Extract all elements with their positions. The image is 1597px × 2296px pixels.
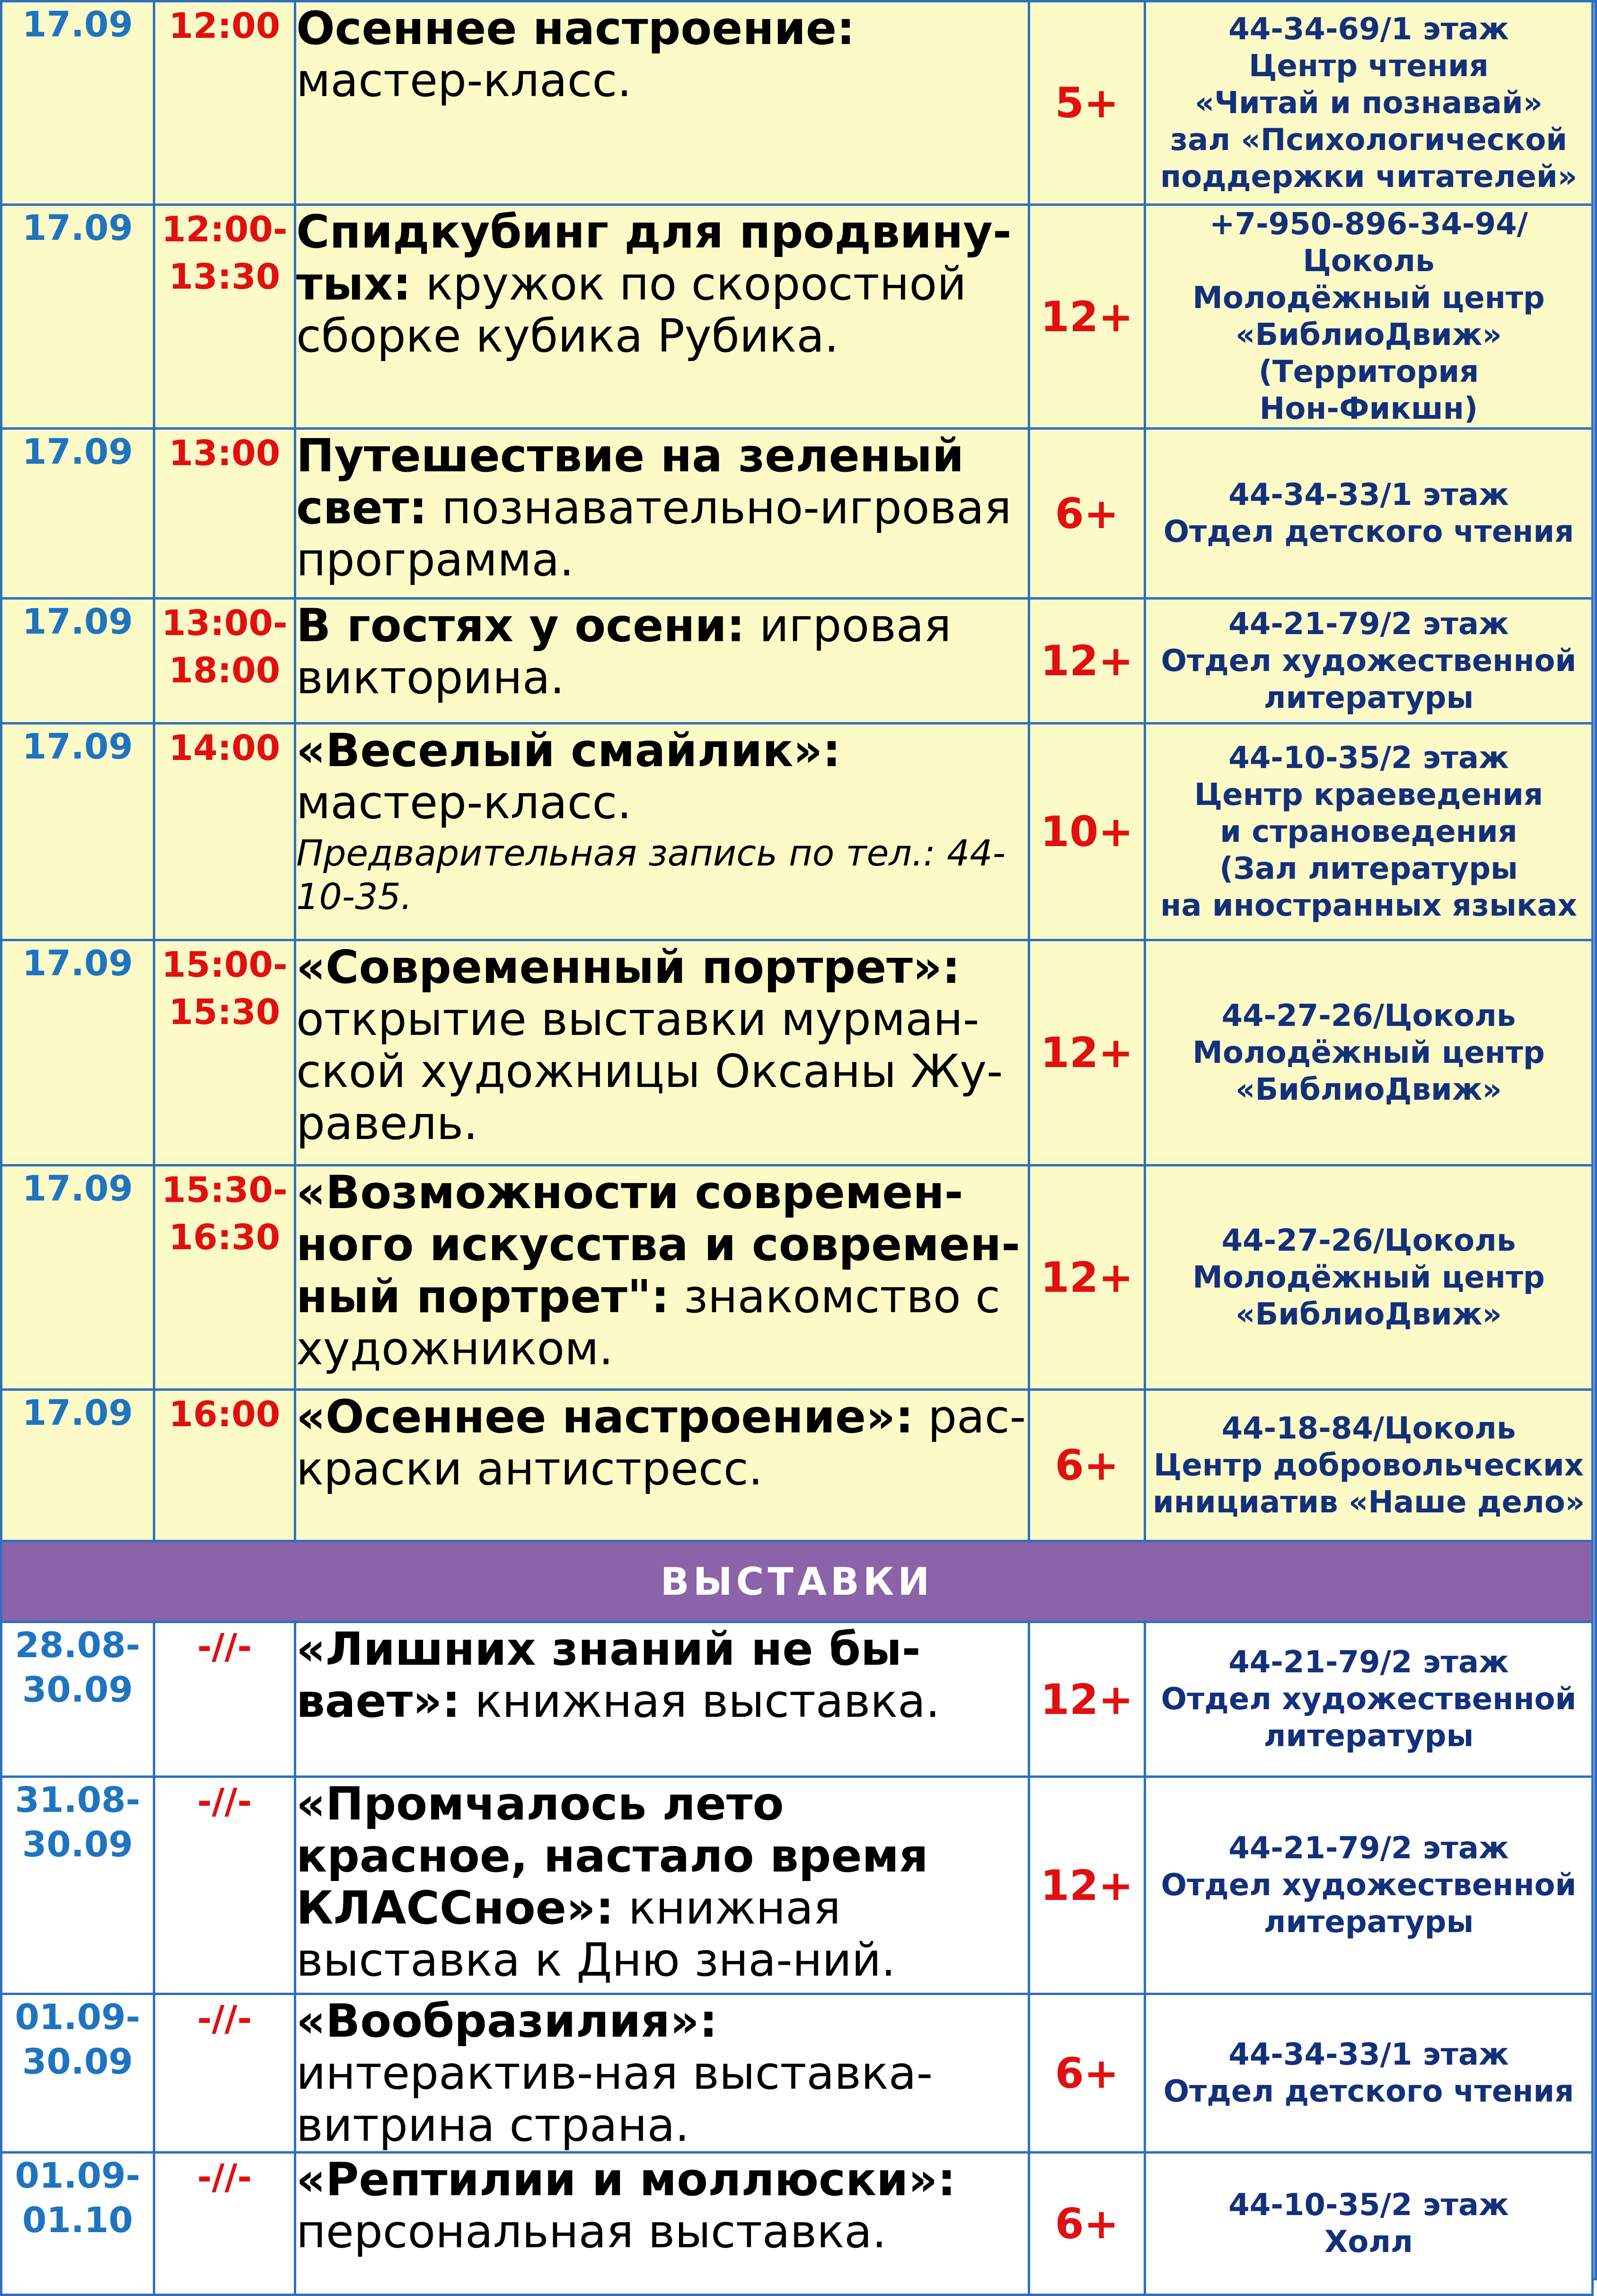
event-age: 12+ (1029, 205, 1145, 429)
event-place: 44-27-26/Цоколь Молодёжный центр «БиблиоДвиж» (1145, 940, 1593, 1166)
event-date: 17.09 (1, 1, 154, 205)
event-age: 10+ (1029, 724, 1145, 940)
exhibition-title-bold: «Лишних знаний не бы-вает»: (296, 1623, 921, 1728)
exhibitions-body (1, 1622, 1593, 2295)
event-title (295, 1390, 1029, 1541)
exhibition-age: 12+ (1029, 1777, 1145, 1994)
event-title (295, 940, 1029, 1166)
exhibition-place: 44-21-79/2 этаж Отдел художественной литературы (1145, 1777, 1593, 1994)
event-time: 12:00- 13:30 (154, 205, 295, 429)
exhibition-time: -//- (154, 1777, 295, 1994)
event-place: 44-27-26/Цоколь Молодёжный центр «БиблиоДвиж» (1145, 1166, 1593, 1390)
event-time: 13:00 (154, 429, 295, 599)
event-row (1, 724, 1593, 940)
event-time: 12:00 (154, 1, 295, 205)
exhibition-time: -//- (154, 1994, 295, 2153)
event-age: 12+ (1029, 940, 1145, 1166)
event-title (295, 1, 1029, 205)
event-time: 16:00 (154, 1390, 295, 1541)
event-row (1, 205, 1593, 429)
event-title (295, 724, 1029, 940)
exhibition-title-rest: книжная выставка к Дню зна-ний. (296, 1881, 896, 1987)
event-title (295, 429, 1029, 599)
event-row (1, 940, 1593, 1166)
event-row (1, 429, 1593, 599)
exhibition-time: -//- (154, 1622, 295, 1777)
event-place: 44-34-33/1 этаж Отдел детского чтения (1145, 429, 1593, 599)
event-title-rest: кружок по скоростной сборке кубика Рубика. (296, 257, 967, 362)
event-date: 17.09 (1, 724, 154, 940)
section-header-row (1, 1541, 1593, 1622)
event-title-bold: «Современный портрет»: (296, 941, 961, 994)
exhibition-row (1, 1777, 1593, 1994)
event-title (295, 205, 1029, 429)
event-row (1, 1166, 1593, 1390)
event-time: 13:00- 18:00 (154, 599, 295, 724)
event-time: 15:30- 16:30 (154, 1166, 295, 1390)
exhibition-date: 01.09- 01.10 (1, 2153, 154, 2295)
event-age: 6+ (1029, 429, 1145, 599)
exhibition-title (295, 1994, 1029, 2153)
event-place: 44-10-35/2 этаж Центр краеведения и страноведения (Зал литературы на иностранных языках (1145, 724, 1593, 940)
section-body (1, 1541, 1593, 1622)
exhibition-age: 6+ (1029, 1994, 1145, 2153)
exhibition-title-bold: «Вообразилия»: (296, 1995, 718, 2048)
event-age: 12+ (1029, 599, 1145, 724)
exhibition-place: 44-34-33/1 этаж Отдел детского чтения (1145, 1994, 1593, 2153)
exhibition-title-rest: персональная выставка. (296, 2205, 887, 2258)
exhibition-title-rest: интерактив-ная выставка-витрина страна. (296, 2047, 933, 2152)
event-title-rest: открытие выставки мурман-ской художницы Оксаны Жу-равель. (296, 993, 1003, 1150)
event-title-rest: познавательно-игровая программа. (296, 481, 1012, 586)
section-title: ВЫСТАВКИ (1, 1541, 1593, 1622)
event-title-bold: «Осеннее настроение»: (296, 1390, 914, 1443)
exhibition-date: 31.08- 30.09 (1, 1777, 154, 1994)
exhibition-row (1, 2153, 1593, 2295)
exhibition-age: 6+ (1029, 2153, 1145, 2295)
exhibition-row (1, 1622, 1593, 1777)
event-row (1, 1390, 1593, 1541)
exhibition-place: 44-10-35/2 этаж Холл (1145, 2153, 1593, 2295)
event-place: 44-21-79/2 этаж Отдел художественной литературы (1145, 599, 1593, 724)
event-title-rest: мастер-класс. (296, 54, 632, 107)
event-note: Предварительная запись по тел.: 44-10-35. (296, 832, 1006, 918)
event-age: 5+ (1029, 1, 1145, 205)
exhibition-title (295, 1622, 1029, 1777)
event-title-rest: мастер-класс. (296, 776, 632, 829)
event-title-bold: В гостях у осени: (296, 599, 745, 652)
event-place: 44-34-69/1 этаж Центр чтения «Читай и познавай» зал «Психологической поддержки читателей» (1145, 1, 1593, 205)
event-title-bold: «Веселый смайлик»: (296, 724, 841, 777)
event-date: 17.09 (1, 599, 154, 724)
event-title (295, 599, 1029, 724)
event-date: 17.09 (1, 429, 154, 599)
exhibition-row (1, 1994, 1593, 2153)
event-title-bold: «Возможности современ-ного искусства и современ-ный портрет": (296, 1166, 1020, 1323)
event-date: 17.09 (1, 1390, 154, 1541)
event-age: 6+ (1029, 1390, 1145, 1541)
exhibition-date: 01.09- 30.09 (1, 1994, 154, 2153)
event-time: 15:00- 15:30 (154, 940, 295, 1166)
event-date: 17.09 (1, 1166, 154, 1390)
exhibition-title (295, 1777, 1029, 1994)
event-title-bold: Осеннее настроение: (296, 2, 855, 55)
event-time: 14:00 (154, 724, 295, 940)
event-place: 44-18-84/Цоколь Центр добровольческих инициатив «Наше дело» (1145, 1390, 1593, 1541)
event-date: 17.09 (1, 205, 154, 429)
exhibition-title (295, 2153, 1029, 2295)
event-place: +7-950-896-34-94/Цоколь Молодёжный центр «БиблиоДвиж» (Территория Нон-Фикшн) (1145, 205, 1593, 429)
exhibition-title-bold: «Рептилии и моллюски»: (296, 2153, 956, 2206)
exhibition-title-bold: «Промчалось лето красное, настало время КЛАССное»: (296, 1777, 928, 1934)
events-body (1, 1, 1593, 1541)
event-age: 12+ (1029, 1166, 1145, 1390)
event-title-rest: рас-краски антистресс. (296, 1390, 1026, 1495)
event-row (1, 1, 1593, 205)
event-row (1, 599, 1593, 724)
event-title-rest: игровая викторина. (296, 599, 952, 704)
event-title-bold: Путешествие на зеленый свет: (296, 429, 964, 534)
event-title-rest: знакомство с художником. (296, 1270, 1000, 1375)
exhibition-title-rest: книжная выставка. (460, 1675, 940, 1728)
exhibition-place: 44-21-79/2 этаж Отдел художественной литературы (1145, 1622, 1593, 1777)
exhibition-time: -//- (154, 2153, 295, 2295)
exhibition-date: 28.08- 30.09 (1, 1622, 154, 1777)
event-title (295, 1166, 1029, 1390)
event-date: 17.09 (1, 940, 154, 1166)
event-title-bold: Спидкубинг для продвину-тых: (296, 205, 1012, 310)
exhibition-age: 12+ (1029, 1622, 1145, 1777)
